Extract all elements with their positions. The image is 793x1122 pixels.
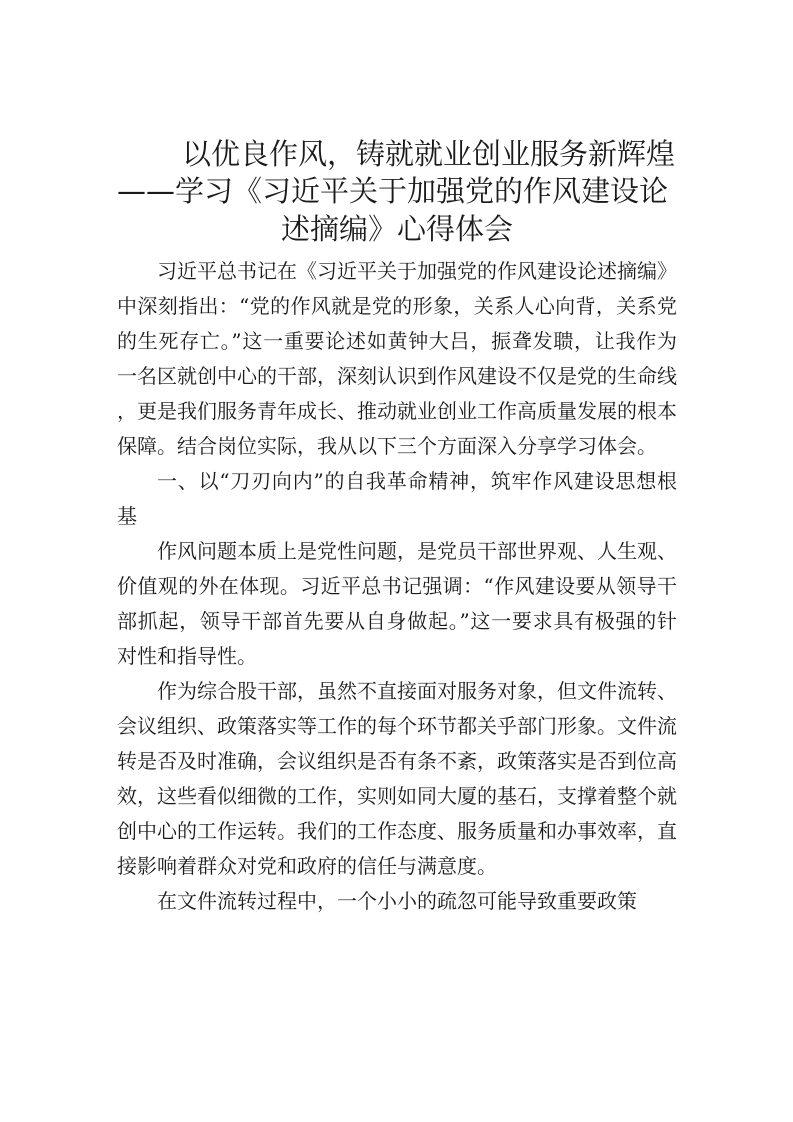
paragraph: 在文件流转过程中，一个小小的疏忽可能导致重要政策 (157, 889, 637, 913)
document-title-line-3: 述摘编》心得体会 (280, 212, 513, 246)
paragraph-intro: 习近平总书记在《习近平关于加强党的作风建设论述摘编》中深刻指出：“党的作风就是党的形象，关系人心向背，关系党的生死存亡。”这一重要论述如黄钟大吕，振聋发聩，让我作为一名区就创中心的干部，深刻认识到作风建设不仅是党的生命线，更是我们服务青年成长、推动就业创业工作高质量发展的根本保障。结合岗位实际，我从以下三个方面深入分享学习体会。 (117, 259, 677, 458)
document-title-line-2: ——学习《习近平关于加强党的作风建设论 (117, 174, 669, 208)
paragraph: 作风问题本质上是党性问题，是党员干部世界观、人生观、价值观的外在体现。习近平总书记强调：“作风建设要从领导干部抓起，领导干部首先要从自身做起。”这一要求具有极强的针对性和指导性。 (117, 539, 677, 668)
section-heading-1: 一、以“刀刃向内”的自我革命精神，筑牢作风建设思想根基 (117, 469, 677, 528)
document-title-line-1: 以优良作风，铸就就业创业服务新辉煌 (181, 137, 675, 171)
document-body (117, 254, 677, 919)
paragraph: 作为综合股干部，虽然不直接面对服务对象，但文件流转、会议组织、政策落实等工作的每个环节都关乎部门形象。文件流转是否及时准确，会议组织是否有条不紊，政策落实是否到位高效，这些看似细微的工作，实则如同大厦的基石，支撑着整个就创中心的工作运转。我们的工作态度、服务质量和办事效率，直接影响着群众对党和政府的信任与满意度。 (117, 679, 677, 878)
